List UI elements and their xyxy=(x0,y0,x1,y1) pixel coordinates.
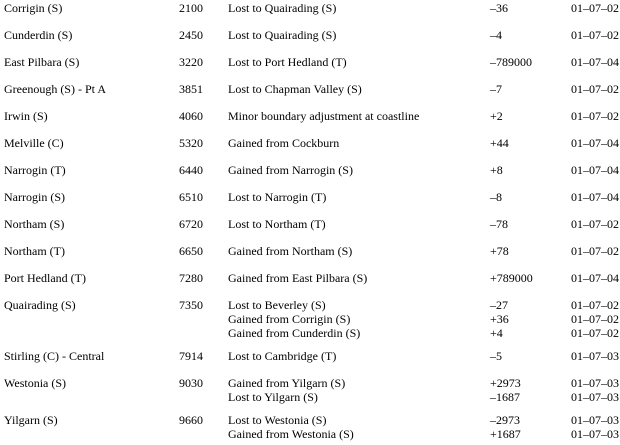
area-name: Narrogin (S) xyxy=(4,190,65,204)
area-change-cell xyxy=(490,217,560,231)
change-description-line: Lost to Quairading (S) xyxy=(228,1,337,15)
change-description-line: Gained from Northam (S) xyxy=(228,244,353,258)
table-row xyxy=(4,349,619,363)
effective-date-cell xyxy=(560,136,619,150)
area-change-cell xyxy=(490,109,560,123)
area-name: Greenough (S) - Pt A xyxy=(4,82,106,96)
table-row xyxy=(4,109,619,123)
table-row xyxy=(4,217,619,231)
area-change-cell xyxy=(490,1,560,15)
change-description-line: Lost to Narrogin (T) xyxy=(228,190,327,204)
area-name: Northam (T) xyxy=(4,244,65,258)
change-description-cell xyxy=(203,55,490,69)
area-name: Cunderdin (S) xyxy=(4,28,73,42)
area-code: 9030 xyxy=(179,376,203,390)
area-code: 7914 xyxy=(179,349,203,363)
area-change-value: –4 xyxy=(490,28,502,42)
effective-date-cell xyxy=(560,271,619,285)
effective-date-cell xyxy=(560,190,619,204)
area-change-cell xyxy=(490,82,560,96)
change-description-line: Gained from Yilgarn (S) xyxy=(228,376,346,390)
area-name: Corrigin (S) xyxy=(4,1,63,15)
area-name: Irwin (S) xyxy=(4,109,48,123)
area-change-cell xyxy=(490,136,560,150)
change-description-cell xyxy=(203,376,490,404)
change-description-line: Lost to Cambridge (T) xyxy=(228,349,337,363)
effective-date-cell xyxy=(560,109,619,123)
table-row xyxy=(4,413,619,441)
change-description-cell xyxy=(203,136,490,150)
effective-date-cell xyxy=(560,244,619,258)
effective-date-value: 01–07–02 xyxy=(571,217,619,231)
area-change-value: +78 xyxy=(490,244,509,258)
effective-date-value: 01–07–04 xyxy=(571,271,619,285)
area-change-value: –789000 xyxy=(490,55,532,69)
table-row xyxy=(4,163,619,177)
area-change-cell xyxy=(490,376,560,404)
change-description-cell xyxy=(203,217,490,231)
area-change-value: –7 xyxy=(490,82,502,96)
change-description-line: Minor boundary adjustment at coastline xyxy=(228,109,420,123)
effective-date-value: 01–07–04 xyxy=(571,163,619,177)
area-code: 6510 xyxy=(179,190,203,204)
area-name: Northam (S) xyxy=(4,217,65,231)
area-change-cell xyxy=(490,55,560,69)
change-description-cell xyxy=(203,28,490,42)
area-name: Quairading (S) xyxy=(4,298,76,312)
area-change-cell xyxy=(490,298,560,340)
effective-date-value: 01–07–03 xyxy=(571,413,619,427)
change-description-cell xyxy=(203,244,490,258)
area-change-value: +36 xyxy=(490,312,509,326)
effective-date-value: 01–07–02 xyxy=(571,82,619,96)
area-change-value: –8 xyxy=(490,190,502,204)
change-description-line: Gained from Narrogin (S) xyxy=(228,163,353,177)
area-change-cell xyxy=(490,163,560,177)
area-change-cell xyxy=(490,190,560,204)
change-description-cell xyxy=(203,298,490,340)
area-name: Narrogin (T) xyxy=(4,163,66,177)
change-description-line: Lost to Yilgarn (S) xyxy=(228,390,318,404)
effective-date-value: 01–07–02 xyxy=(571,1,619,15)
table-row xyxy=(4,376,619,404)
effective-date-value: 01–07–02 xyxy=(571,326,619,340)
effective-date-cell xyxy=(560,376,619,404)
area-name: Westonia (S) xyxy=(4,376,67,390)
area-change-value: –2973 xyxy=(490,413,520,427)
change-description-line: Gained from Cunderdin (S) xyxy=(228,326,361,340)
area-change-value: +4 xyxy=(490,326,503,340)
area-code: 2450 xyxy=(179,28,203,42)
table-row xyxy=(4,1,619,15)
area-name: Melville (C) xyxy=(4,136,64,150)
area-change-value: +8 xyxy=(490,163,503,177)
area-code: 3220 xyxy=(179,55,203,69)
effective-date-cell xyxy=(560,163,619,177)
change-description-cell xyxy=(203,82,490,96)
effective-date-value: 01–07–02 xyxy=(571,28,619,42)
area-code: 6440 xyxy=(179,163,203,177)
effective-date-value: 01–07–03 xyxy=(571,427,619,441)
change-description-line: Gained from East Pilbara (S) xyxy=(228,271,368,285)
effective-date-value: 01–07–04 xyxy=(571,55,619,69)
area-code: 2100 xyxy=(179,1,203,15)
effective-date-value: 01–07–02 xyxy=(571,109,619,123)
area-code: 6720 xyxy=(179,217,203,231)
area-name: Yilgarn (S) xyxy=(4,413,58,427)
boundary-changes-table xyxy=(4,1,619,441)
effective-date-value: 01–07–03 xyxy=(571,349,619,363)
effective-date-cell xyxy=(560,413,619,441)
change-description-line: Lost to Port Hedland (T) xyxy=(228,55,347,69)
change-description-line: Gained from Cockburn xyxy=(228,136,340,150)
area-change-cell xyxy=(490,28,560,42)
area-name: Stirling (C) - Central xyxy=(4,349,105,363)
effective-date-value: 01–07–03 xyxy=(571,390,619,404)
table-row xyxy=(4,136,619,150)
area-code: 7350 xyxy=(179,298,203,312)
change-description-cell xyxy=(203,163,490,177)
area-change-value: –27 xyxy=(490,298,508,312)
effective-date-cell xyxy=(560,28,619,42)
change-description-line: Lost to Chapman Valley (S) xyxy=(228,82,362,96)
change-description-cell xyxy=(203,109,490,123)
change-description-cell xyxy=(203,349,490,363)
area-change-value: –5 xyxy=(490,349,502,363)
table-row xyxy=(4,298,619,340)
table-row xyxy=(4,28,619,42)
effective-date-cell xyxy=(560,349,619,363)
area-code: 3851 xyxy=(179,82,203,96)
area-change-cell xyxy=(490,271,560,285)
effective-date-cell xyxy=(560,217,619,231)
area-change-value: +44 xyxy=(490,136,509,150)
change-description-cell xyxy=(203,190,490,204)
area-change-value: +2 xyxy=(490,109,503,123)
area-code: 7280 xyxy=(179,271,203,285)
change-description-line: Gained from Corrigin (S) xyxy=(228,312,351,326)
change-description-line: Lost to Westonia (S) xyxy=(228,413,327,427)
area-change-value: –78 xyxy=(490,217,508,231)
table-row xyxy=(4,55,619,69)
change-description-line: Gained from Westonia (S) xyxy=(228,427,354,441)
area-code: 4060 xyxy=(179,109,203,123)
area-change-value: +789000 xyxy=(490,271,533,285)
area-code: 6650 xyxy=(179,244,203,258)
area-name: Port Hedland (T) xyxy=(4,271,86,285)
change-description-cell xyxy=(203,1,490,15)
area-change-cell xyxy=(490,349,560,363)
table-row xyxy=(4,244,619,258)
effective-date-value: 01–07–04 xyxy=(571,136,619,150)
area-change-value: –1687 xyxy=(490,390,520,404)
area-change-cell xyxy=(490,413,560,441)
effective-date-value: 01–07–04 xyxy=(571,190,619,204)
effective-date-value: 01–07–02 xyxy=(571,312,619,326)
area-change-cell xyxy=(490,244,560,258)
table-row xyxy=(4,271,619,285)
effective-date-cell xyxy=(560,1,619,15)
area-change-value: +1687 xyxy=(490,427,521,441)
table-row xyxy=(4,190,619,204)
change-description-line: Lost to Beverley (S) xyxy=(228,298,326,312)
effective-date-value: 01–07–03 xyxy=(571,376,619,390)
area-change-value: –36 xyxy=(490,1,508,15)
area-code: 5320 xyxy=(179,136,203,150)
area-change-value: +2973 xyxy=(490,376,521,390)
change-description-cell xyxy=(203,413,490,441)
effective-date-value: 01–07–02 xyxy=(571,298,619,312)
effective-date-cell xyxy=(560,82,619,96)
effective-date-value: 01–07–02 xyxy=(571,244,619,258)
area-name: East Pilbara (S) xyxy=(4,55,80,69)
table-row xyxy=(4,82,619,96)
effective-date-cell xyxy=(560,55,619,69)
effective-date-cell xyxy=(560,298,619,340)
change-description-line: Lost to Northam (T) xyxy=(228,217,326,231)
area-code: 9660 xyxy=(179,413,203,427)
change-description-cell xyxy=(203,271,490,285)
change-description-line: Lost to Quairading (S) xyxy=(228,28,337,42)
